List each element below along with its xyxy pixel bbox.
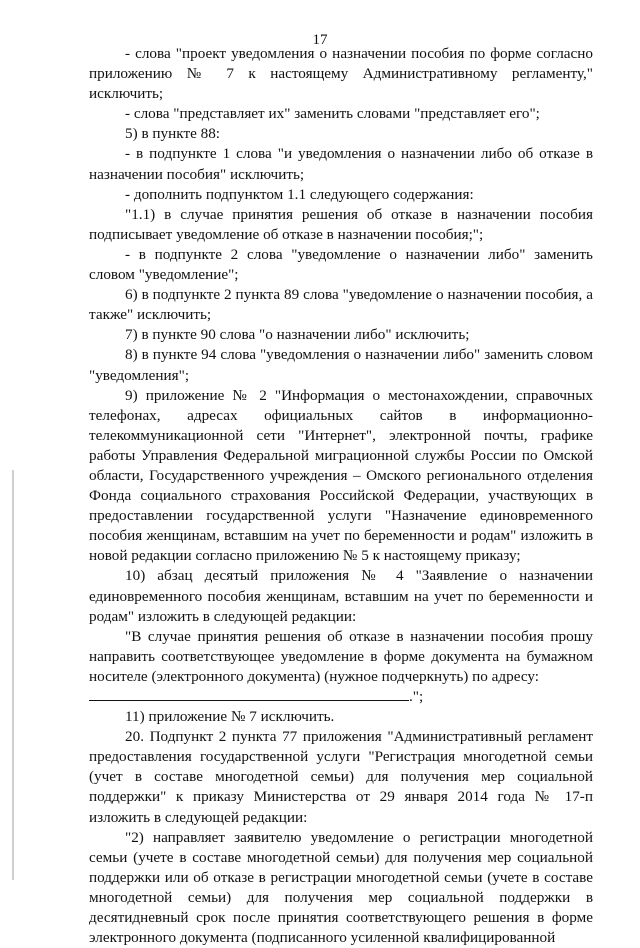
paragraph: 10) абзац десятый приложения № 4 "Заявление о назначении единовременного пособия женщинам, вставшим на учет по беременности и родам" изложить в следующей редакции: <box>89 567 593 625</box>
paragraph: 5) в пункте 88: <box>125 125 221 143</box>
paragraph: - дополнить подпунктом 1.1 следующего содержания: <box>125 185 474 203</box>
blank-suffix: ."; <box>409 688 424 705</box>
paragraph: 11) приложение № 7 исключить. <box>125 708 335 726</box>
paragraph: - слова "проект уведомления о назначении пособия по форме согласно приложению № 7 к настоящему Административному регламенту," исключить; <box>89 45 593 103</box>
paragraph: - в подпункте 1 слова "и уведомления о назначении либо об отказе в назначении пособия" исключить; <box>89 145 593 183</box>
blank-underline <box>89 688 409 701</box>
paragraph: "2) направляет заявителю уведомление о регистрации многодетной семьи (учете в составе многодетной семьи) для получения мер социальной поддержки или об отказе в регистрации многодетной семьи (учете в составе многодетной семьи) для получения мер социальной поддержки в десятидневный срок после принятия соответствующего решения в форме электронного документа (подписанного усиленной квалифицированной <box>89 828 593 947</box>
page-number: 17 <box>312 32 328 48</box>
paragraph: "1.1) в случае принятия решения об отказе в назначении пособия подписывает уведомление об отказе в назначении пособия;"; <box>89 205 593 243</box>
document-body <box>89 44 593 948</box>
paragraph: 6) в подпункте 2 пункта 89 слова "уведомление о назначении пособия, а также" исключить; <box>89 286 593 324</box>
paragraph: - слова "представляет их" заменить словами "представляет его"; <box>125 105 540 123</box>
address-blank-line <box>89 687 593 707</box>
paragraph: 20. Подпункт 2 пункта 77 приложения "Административный регламент предоставления государственной услуги "Регистрация многодетной семьи (учет в составе многодетной семьи) для получения мер социальной поддержки" к приказу Министерства от 29 января 2014 года № 17-п изложить в следующей редакции: <box>89 728 593 826</box>
paragraph: - в подпункте 2 слова "уведомление о назначении либо" заменить словом "уведомление"; <box>89 245 593 284</box>
paragraph: 9) приложение № 2 "Информация о местонахождении, справочных телефонах, адресах официальных сайтов в информационно-телекоммуникационной сети "Интернет", электронной почты, графике работы Управления Федеральной миграционной службы России по Омской области, Государственного учреждения – Омского регионального отделения Фонда социального страхования Российской Федерации, участвующих в предоставлении государственной услуги "Назначение единовременного пособия женщинам, вставшим на учет по беременности и родам" изложить в новой редакции согласно приложению № 5 к настоящему приказу; <box>89 386 593 565</box>
paragraph: 8) в пункте 94 слова "уведомления о назначении либо" заменить словом "уведомления"; <box>89 346 593 384</box>
scan-edge-shadow <box>12 470 14 880</box>
paragraph: 7) в пункте 90 слова "о назначении либо" исключить; <box>125 326 470 344</box>
paragraph: "В случае принятия решения об отказе в назначении пособия прошу направить соответствующее уведомление в форме документа на бумажном носителе (электронного документа) (нужное подчеркнуть) по адресу: <box>89 627 593 685</box>
